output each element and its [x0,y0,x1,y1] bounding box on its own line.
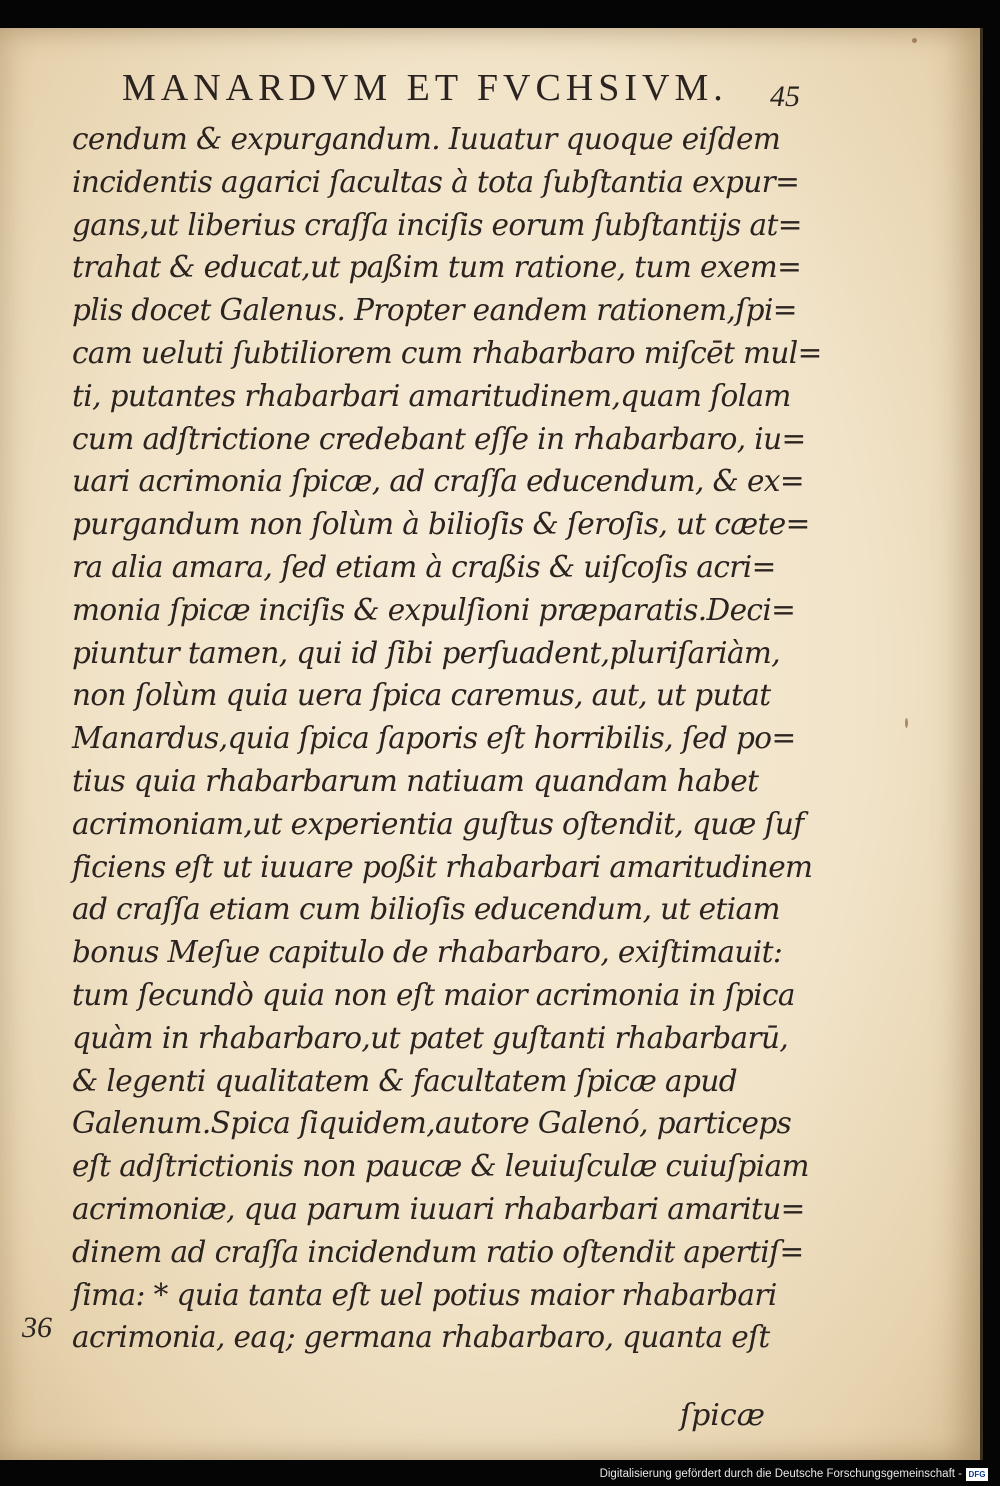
text-line: tum ſecundò quia non eſt maior acrimonia in ſpica [72,977,795,1012]
text-line: acrimonia, eaq; germana rhabarbaro, quanta eſt [72,1320,770,1355]
text-line: tius quia rhabarbarum natiuam quandam habet [72,763,759,798]
text-line: & legenti qualitatem & facultatem ſpicæ apud [72,1063,738,1098]
catchword: ſpicæ [680,1398,765,1433]
text-line: ti, putantes rhabarbari amaritudinem,quam ſolam [72,378,791,413]
text-line: gans,ut liberius craſſa inciſis eorum ſubſtantijs at= [72,207,802,242]
text-line: Galenum.Spica ſiquidem,autore Galenó, particeps [72,1106,792,1141]
footer-bar [0,1460,1000,1486]
body-text [72,118,822,1359]
text-line: eſt adſtrictionis non paucæ & leuiuſculæ cuiuſpiam [72,1149,809,1184]
text-line: cam ueluti ſubtiliorem cum rhabarbaro miſcēt mul= [72,335,822,370]
text-line: cum adſtrictione credebant eſſe in rhabarbaro, iu= [72,421,806,456]
page-number: 45 [770,80,800,113]
page-stain [905,718,908,728]
text-line: acrimoniæ, qua parum iuuari rhabarbari amaritu= [72,1191,805,1226]
text-line: plis docet Galenus. Propter eandem rationem,ſpi= [72,293,797,328]
running-title: MANARDVM ET FVCHSIVM. [122,67,728,109]
text-line: purgandum non ſolùm à bilioſis & ſeroſis, ut cæte= [72,507,810,542]
text-line: cendum & expurgandum. Iuuatur quoque eiſdem [72,122,781,156]
funding-credit: Digitalisierung gefördert durch die Deutsche Forschungsgemeinschaft - [599,1468,962,1480]
text-line: ad craſſa etiam cum bilioſis educendum, ut etiam [72,892,780,927]
text-line: Manardus,quia ſpica ſaporis eſt horribilis, ſed po= [72,721,796,756]
text-line: monia ſpicæ inciſis & expulſioni præparatis.Deci= [72,592,796,627]
marginal-number: 36 [22,1311,52,1344]
dfg-logo-icon: DFG [966,1468,988,1481]
text-line: ra alia amara, ſed etiam à craßis & uiſcoſis acri= [72,549,776,584]
text-line: uari acrimonia ſpicæ, ad craſſa educendum, & ex= [72,464,804,499]
text-line: dinem ad craſſa incidendum ratio oſtendit apertiſ= [72,1234,804,1269]
text-line: piuntur tamen, qui id ſibi perſuadent,pluriſariàm, [72,635,781,670]
text-line: trahat & educat,ut paßim tum ratione, tum exem= [72,250,802,285]
text-line: bonus Meſue capitulo de rhabarbaro, exiſtimauit: [72,935,783,970]
text-line: incidentis agarici ſacultas à tota ſubſtantia expur= [72,164,800,199]
page-stain [912,38,917,43]
book-page [0,28,983,1460]
text-line: quàm in rhabarbaro,ut patet guſtanti rhabarbarū, [72,1020,789,1055]
text-line: acrimoniam,ut experientia guſtus oſtendit, quæ ſuf [72,806,804,841]
text-line: ficiens eſt ut iuuare poßit rhabarbari amaritudinem [72,849,813,884]
text-line: ſima: * quia tanta eſt uel potius maior rhabarbari [72,1277,777,1312]
text-line: non ſolùm quia uera ſpica caremus, aut, ut putat [72,678,771,713]
